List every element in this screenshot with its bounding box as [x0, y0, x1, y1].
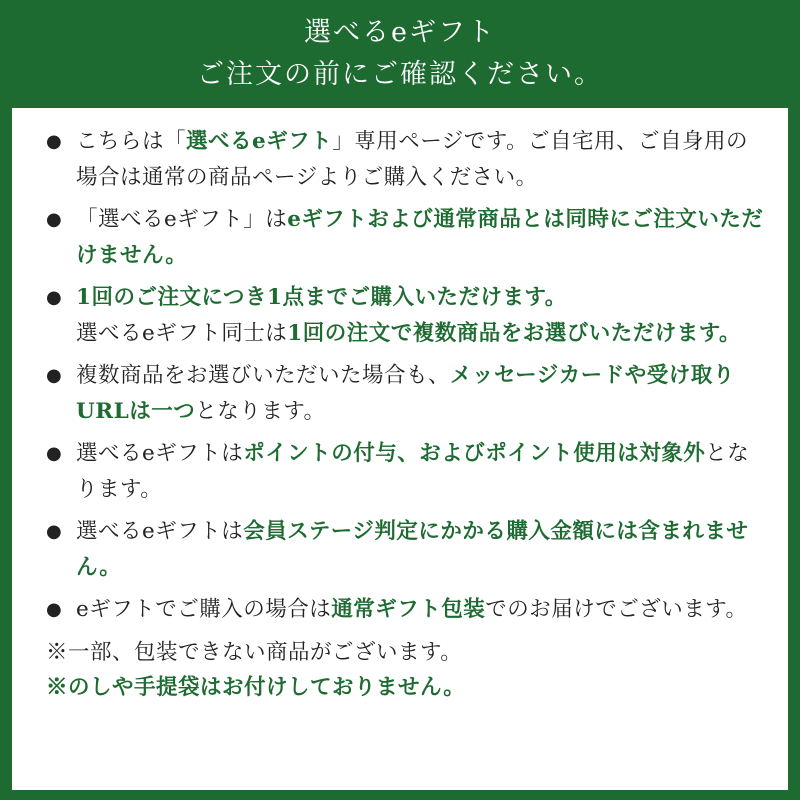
bullet-icon: ●	[46, 209, 63, 230]
bullet-icon: ●	[46, 599, 63, 620]
item-text: 選べるeギフトはポイントの付与、およびポイント使用は対象外となります。	[76, 441, 750, 502]
note-noshi: ※のしや手提袋はお付けしておりません。	[46, 675, 466, 700]
notice-item	[46, 514, 770, 585]
notice-list	[46, 124, 770, 628]
bullet-icon: ●	[46, 521, 63, 542]
notice-panel	[12, 108, 788, 790]
item-text: こちらは「選べるeギフト」専用ページです。ご自宅用、ご自身用の場合は通常の商品ページよりご購入ください。	[76, 129, 749, 190]
item-text: 1回のご注文につき1点までご購入いただけます。 選べるeギフト同士は1回の注文で複数商品をお選びいただけます。	[76, 285, 741, 346]
note-packaging: ※一部、包装できない商品がございます。	[46, 639, 463, 665]
notice-item	[46, 592, 770, 628]
item-text: 複数商品をお選びいただいた場合も、メッセージカードや受け取りURLは一つとなります。	[76, 363, 735, 424]
header-title: 選べるeギフト	[304, 17, 496, 48]
header-subtitle: ご注文の前にご確認ください。	[197, 59, 603, 90]
notice-item	[46, 436, 770, 507]
notice-item	[46, 358, 770, 429]
bullet-icon: ●	[46, 287, 63, 308]
bullet-icon: ●	[46, 131, 63, 152]
bullet-icon: ●	[46, 443, 63, 464]
bullet-icon: ●	[46, 365, 63, 386]
header-banner	[0, 0, 800, 108]
notice-item	[46, 202, 770, 273]
item-text: 選べるeギフトは会員ステージ判定にかかる購入金額には含まれません。	[76, 519, 749, 580]
notice-item	[46, 124, 770, 195]
item-text: eギフトでご購入の場合は通常ギフト包装でのお届けでございます。	[76, 597, 748, 622]
item-text: 「選べるeギフト」はeギフトおよび通常商品とは同時にご注文いただけません。	[76, 207, 764, 268]
notice-item	[46, 280, 770, 351]
